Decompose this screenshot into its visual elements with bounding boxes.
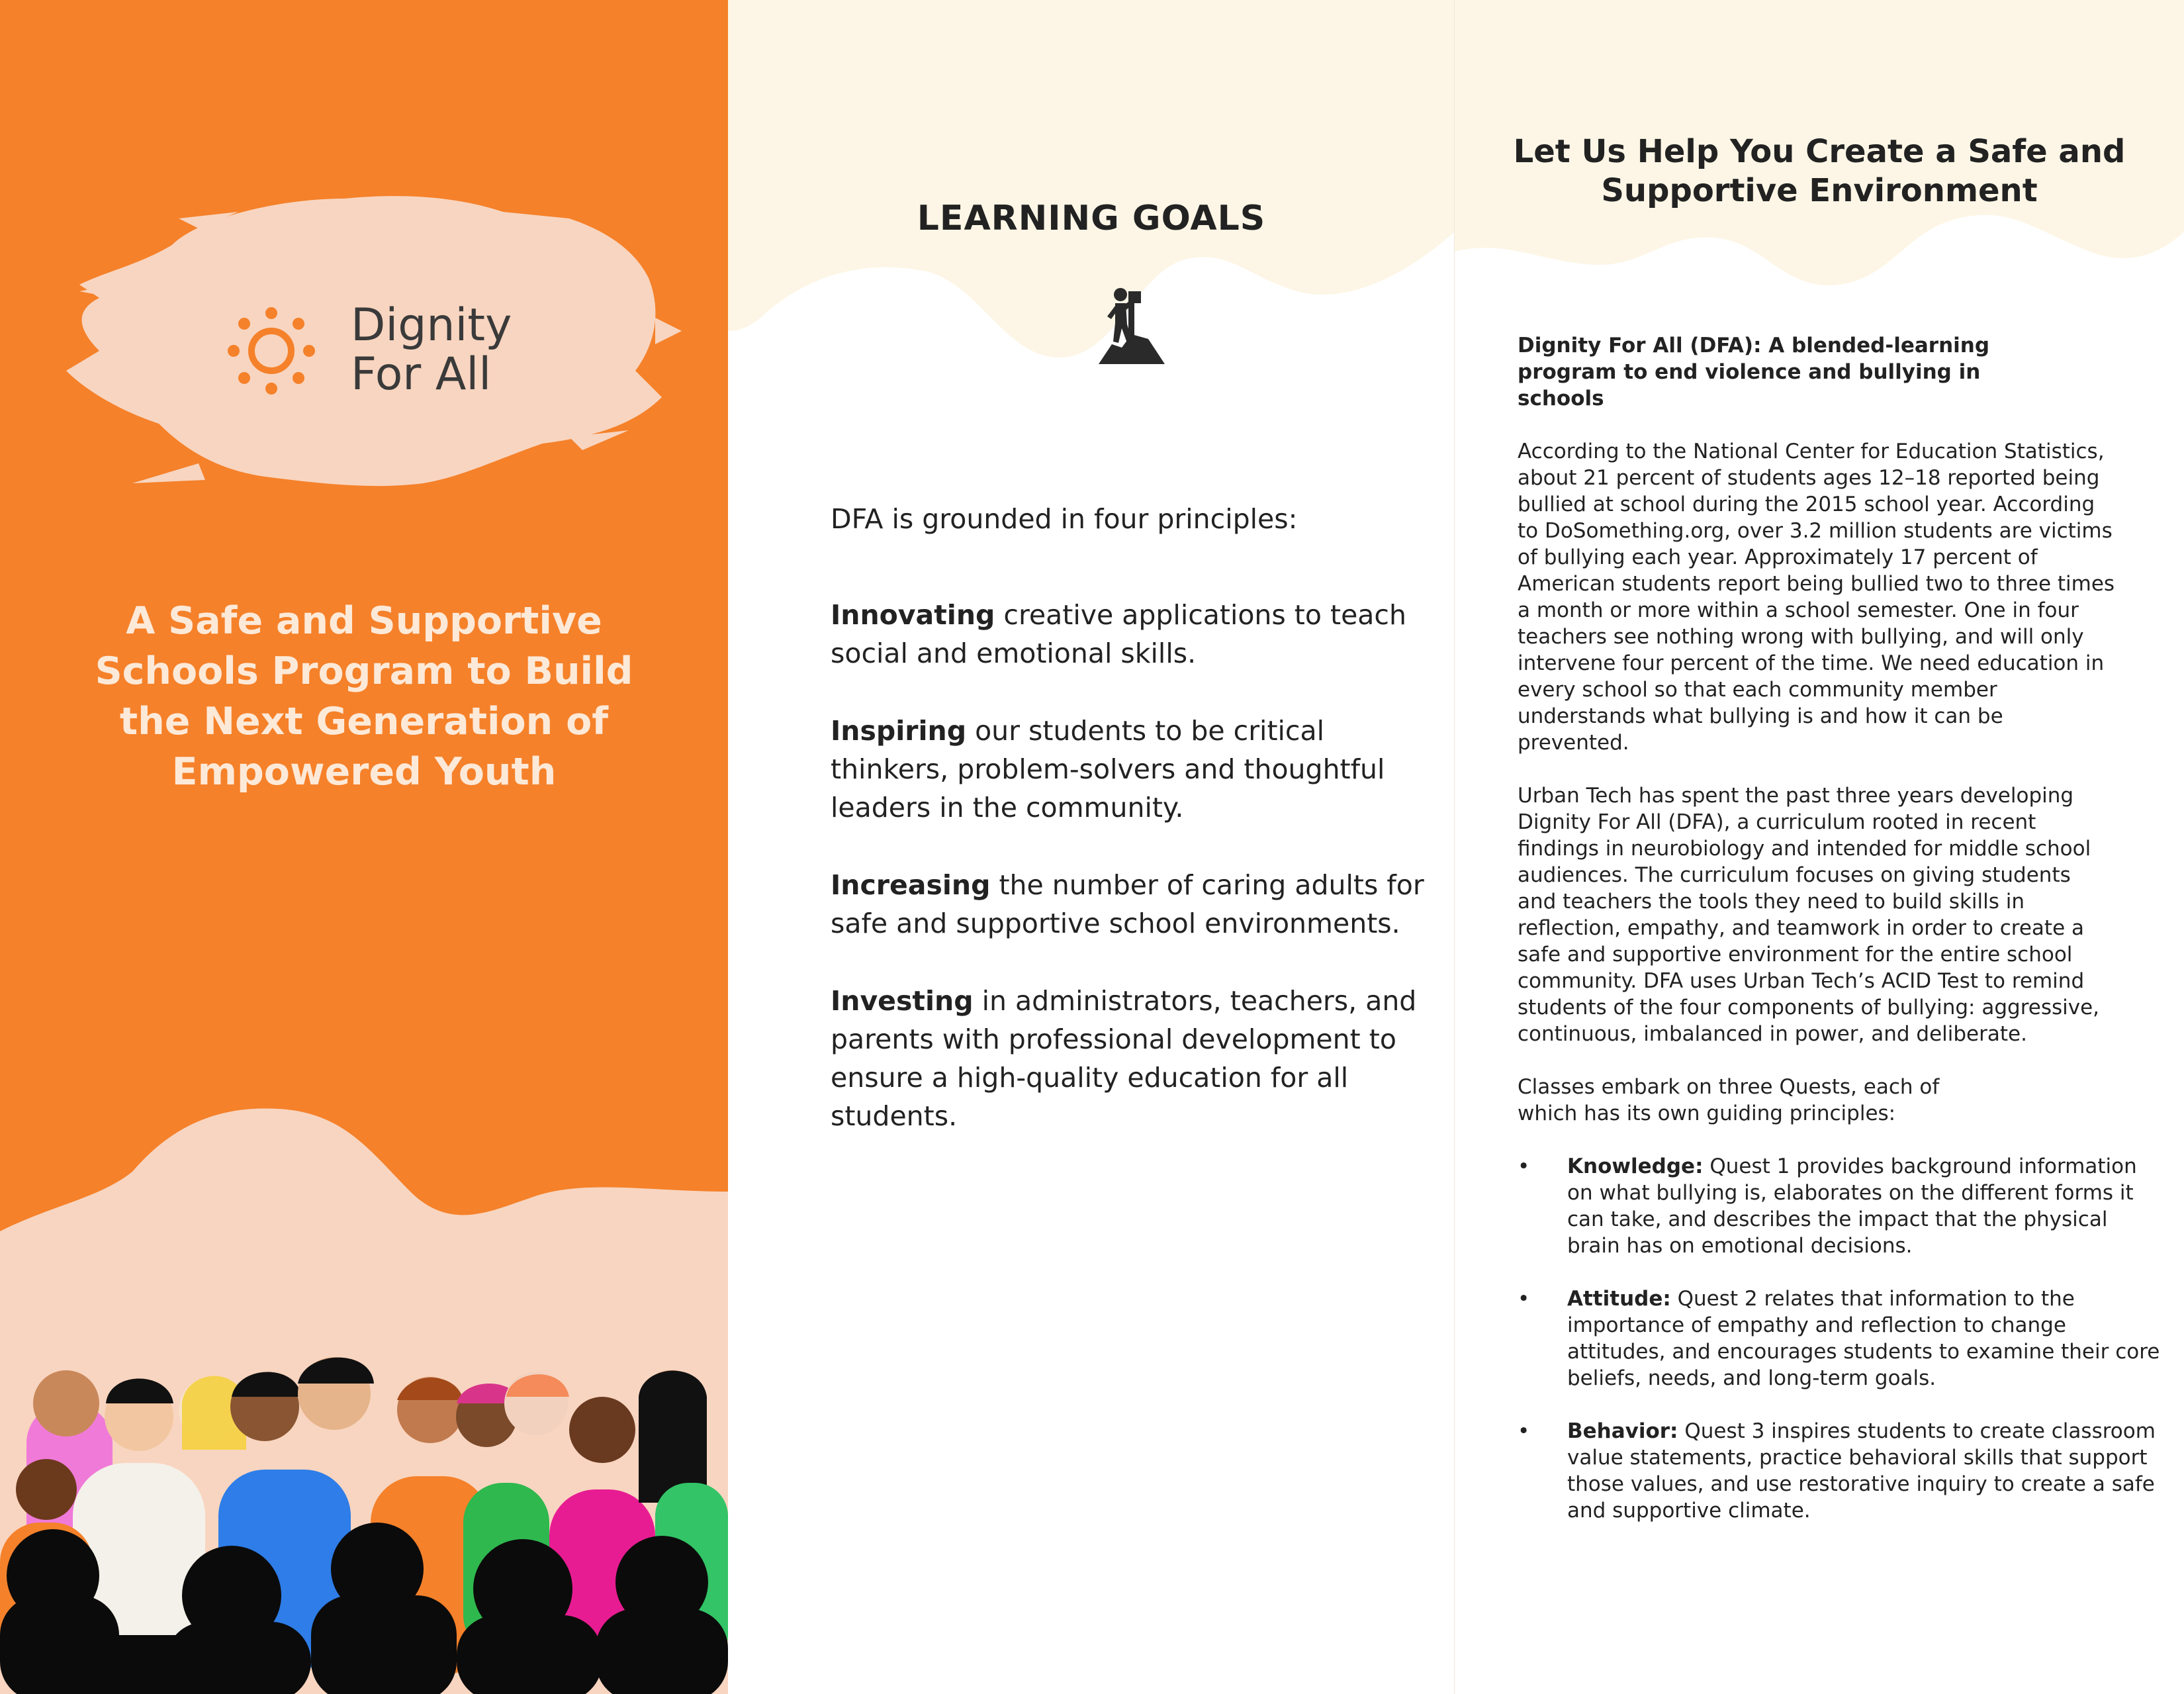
info-body bbox=[1518, 332, 2166, 1550]
learning-goals-heading: LEARNING GOALS bbox=[917, 199, 1266, 238]
quest-text: Quest 2 relates that information to the importance of empathy and reflection to change attitudes, and encourages students to examine their core beliefs, needs, and long-term goals. bbox=[1567, 1287, 2160, 1390]
principle-item bbox=[831, 982, 1426, 1135]
cover-title: A Safe and Supportive Schools Program to Build the Next Generation of Empowered Youth bbox=[95, 599, 633, 794]
dignity-logo-icon bbox=[222, 301, 321, 400]
cover-panel bbox=[0, 0, 728, 1694]
principle-text: in administrators, teachers, and parents with professional development to ensure a high-quality education for all students. bbox=[831, 985, 1417, 1132]
quest-bullet bbox=[1518, 1418, 2163, 1524]
quest-bullet bbox=[1518, 1286, 2163, 1391]
principle-text: creative applications to teach social and emotional skills. bbox=[831, 599, 1406, 669]
principle-item bbox=[831, 712, 1426, 827]
info-heading: Let Us Help You Create a Safe and Supportive Environment bbox=[1513, 133, 2126, 209]
info-paragraph-statistics: According to the National Center for Education Statistics, about 21 percent of students ages 12–18 reported being bullied at school during the 2015 school year. According to DoSomething.org, over 3.2 million students are victims of bullying each year. Approximately 17 percent of American students report being bullied two to three times a month or more within a school semester. One in four teachers see nothing wrong with bullying, and will only intervene four percent of the time. We need education in every school so that each community member understands what bullying is and how it can be prevented. bbox=[1518, 440, 2115, 755]
principle-item bbox=[831, 596, 1426, 673]
info-paragraph-curriculum: Urban Tech has spent the past three years developing Dignity For All (DFA), a curriculum rooted in recent findings in neurobiology and intended for middle school audiences. The curriculum focuses on giving students and teachers the tools they need to build skills in reflection, empathy, and teamwork in order to create a safe and supportive environment for the entire school community. DFA uses Urban Tech’s ACID Test to remind students of the four components of bullying: aggressive, continuous, imbalanced in power, and deliberate. bbox=[1518, 784, 2100, 1046]
learning-goals-panel bbox=[728, 0, 1455, 1694]
principle-keyword: Innovating bbox=[831, 599, 995, 631]
bullet-marker: • bbox=[1518, 1154, 1530, 1178]
logo-line-1: Dignity bbox=[351, 299, 512, 352]
principles-intro: DFA is grounded in four principles: bbox=[831, 503, 1298, 535]
bullet-marker: • bbox=[1518, 1287, 1530, 1311]
info-panel bbox=[1455, 0, 2184, 1694]
summit-flag-icon bbox=[1095, 265, 1168, 364]
principle-text: our students to be critical thinkers, problem-solvers and thoughtful leaders in the community. bbox=[831, 715, 1385, 823]
crowd-illustration bbox=[0, 1092, 728, 1694]
principle-keyword: Increasing bbox=[831, 869, 991, 901]
quest-keyword: Knowledge: bbox=[1567, 1154, 1704, 1178]
bullet-marker: • bbox=[1518, 1419, 1530, 1443]
brush-stroke-background bbox=[0, 0, 728, 596]
quest-text: Quest 1 provides background information on what bullying is, elaborates on the different forms it can take, and describes the impact that the physical brain has on emotional decisions. bbox=[1567, 1154, 2137, 1258]
quest-keyword: Behavior: bbox=[1567, 1419, 1678, 1443]
principle-item bbox=[831, 866, 1426, 943]
quest-text: Quest 3 inspires students to create classroom value statements, practice behavioral skills that support those values, and use restorative inquiry to create a safe and supportive climate. bbox=[1567, 1419, 2156, 1523]
principles-list bbox=[831, 596, 1426, 1174]
logo-wordmark bbox=[351, 301, 512, 399]
info-paragraph-quests-intro: Classes embark on three Quests, each of which has its own guiding principles: bbox=[1518, 1075, 1940, 1125]
principle-text: the number of caring adults for safe and supportive school environments. bbox=[831, 869, 1424, 939]
info-subheading: Dignity For All (DFA): A blended-learning program to end violence and bullying in schools bbox=[1518, 334, 1990, 410]
logo-line-2: For All bbox=[351, 348, 492, 400]
principle-keyword: Inspiring bbox=[831, 715, 967, 747]
quest-bullet bbox=[1518, 1153, 2163, 1259]
quest-keyword: Attitude: bbox=[1567, 1287, 1671, 1311]
principle-keyword: Investing bbox=[831, 985, 974, 1017]
